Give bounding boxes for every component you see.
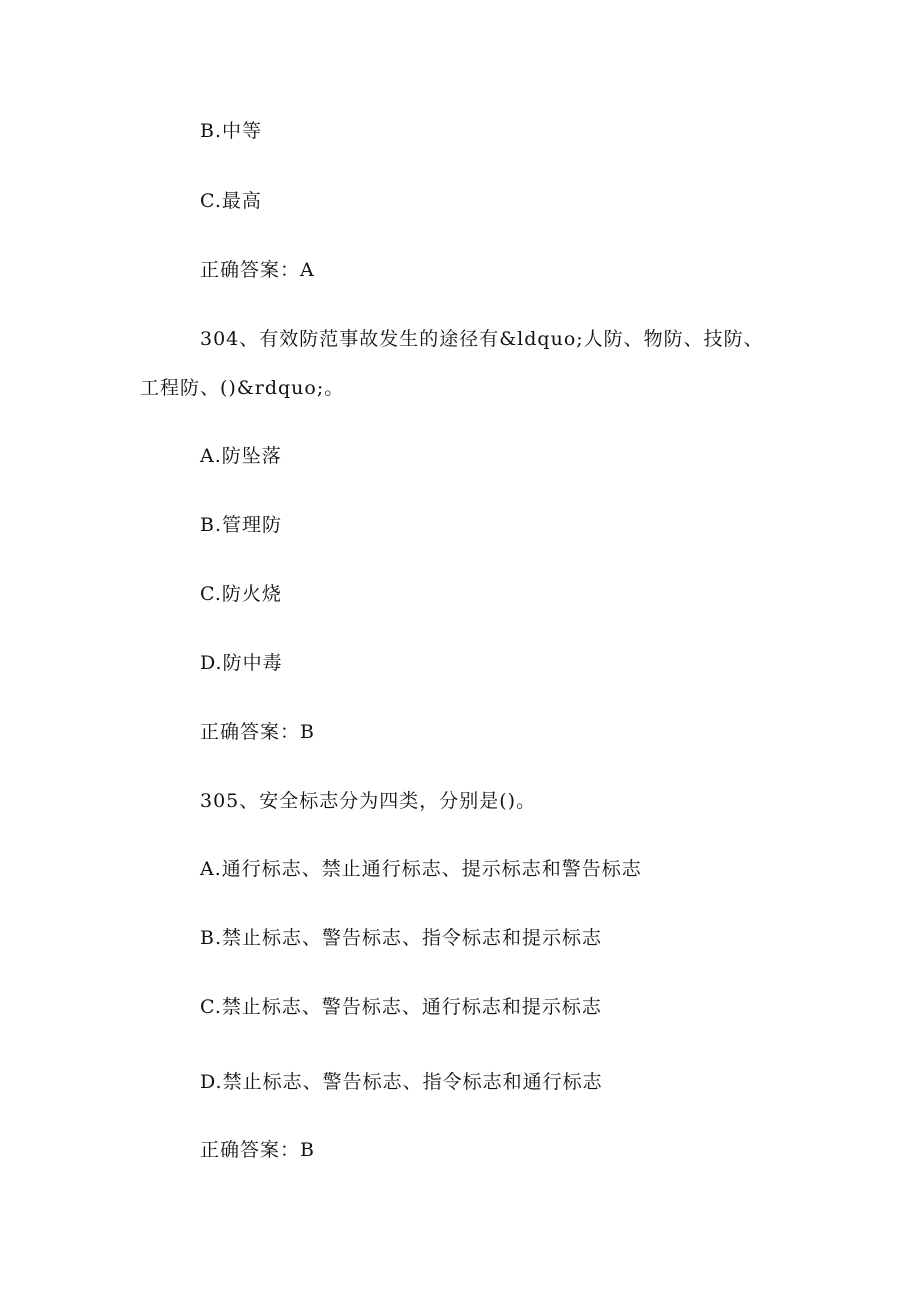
q305-option-c: C.禁止标志、警告标志、通行标志和提示标志 [200, 996, 602, 1018]
q305-option-a: A.通行标志、禁止通行标志、提示标志和警告标志 [200, 858, 642, 880]
q304-option-a: A.防坠落 [200, 445, 282, 467]
q305-option-b: B.禁止标志、警告标志、指令标志和提示标志 [200, 927, 603, 949]
q305-answer: 正确答案：B [200, 1139, 315, 1161]
q305-option-d: D.禁止标志、警告标志、指令标志和通行标志 [200, 1071, 603, 1093]
q304-option-d: D.防中毒 [200, 652, 283, 674]
prev-option-b: B.中等 [200, 120, 263, 142]
q304-answer: 正确答案：B [200, 721, 315, 743]
q304-option-c: C.防火烧 [200, 583, 282, 605]
q304-option-b: B.管理防 [200, 514, 283, 536]
q304-stem-line1: 304、有效防范事故发生的途径有&ldquo;人防、物防、技防、 [200, 328, 764, 350]
prev-answer: 正确答案：A [200, 259, 315, 281]
prev-option-c: C.最高 [200, 190, 262, 212]
q305-stem: 305、安全标志分为四类，分别是()。 [200, 790, 537, 812]
q304-stem-line2: 工程防、()&rdquo;。 [140, 377, 345, 399]
